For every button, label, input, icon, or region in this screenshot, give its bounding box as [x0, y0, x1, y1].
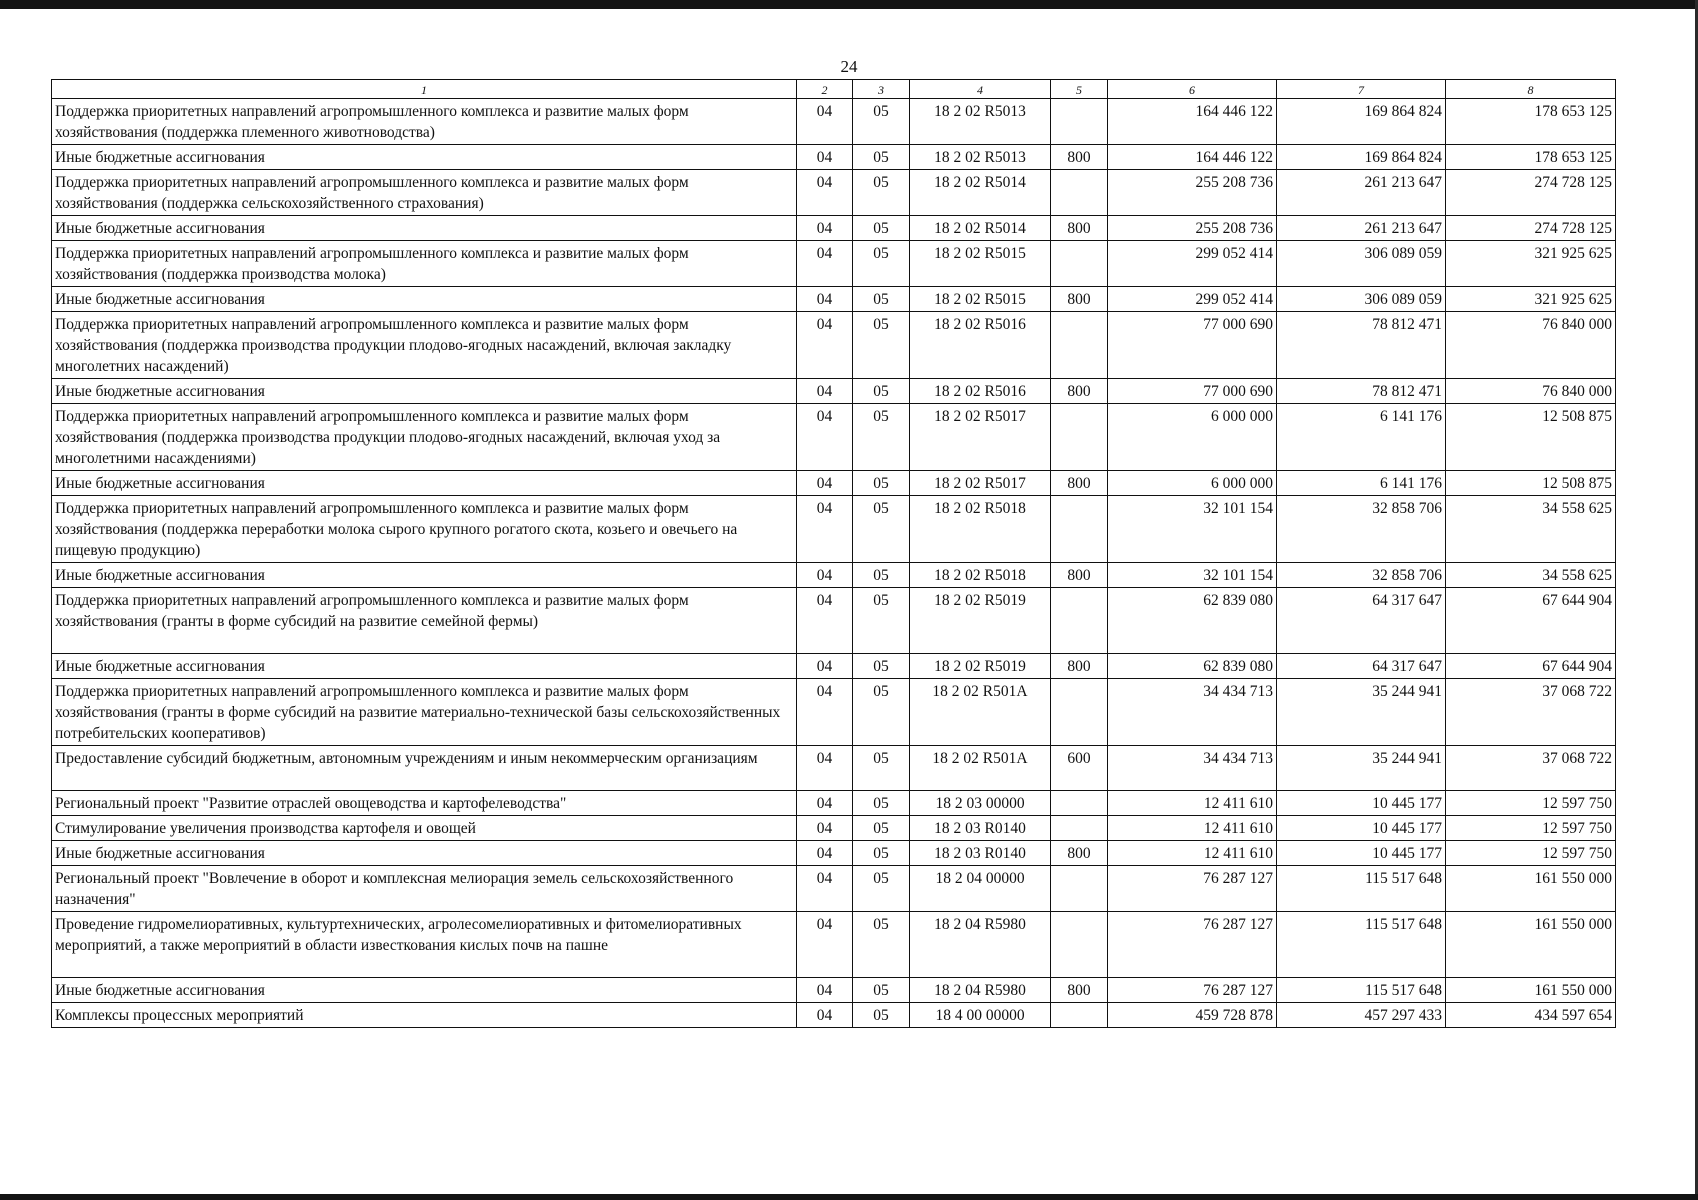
table-row — [52, 791, 1616, 816]
amount-col-6: 255 208 736 — [1108, 170, 1277, 216]
amount-col-8: 178 653 125 — [1446, 145, 1616, 170]
table-row — [52, 471, 1616, 496]
section-code: 04 — [797, 287, 853, 312]
amount-col-6: 77 000 690 — [1108, 379, 1277, 404]
subsection-code: 05 — [853, 241, 910, 287]
section-code: 04 — [797, 816, 853, 841]
amount-col-8: 67 644 904 — [1446, 654, 1616, 679]
amount-col-6: 62 839 080 — [1108, 654, 1277, 679]
amount-col-7: 10 445 177 — [1277, 816, 1446, 841]
section-code: 04 — [797, 404, 853, 471]
expense-type-code: 800 — [1051, 145, 1108, 170]
section-code: 04 — [797, 145, 853, 170]
expense-type-code — [1051, 866, 1108, 912]
row-description: Иные бюджетные ассигнования — [52, 471, 797, 496]
target-article-code: 18 2 03 00000 — [910, 791, 1051, 816]
table-row — [52, 496, 1616, 563]
section-code: 04 — [797, 679, 853, 746]
amount-col-7: 64 317 647 — [1277, 588, 1446, 654]
table-row — [52, 241, 1616, 287]
amount-col-7: 169 864 824 — [1277, 145, 1446, 170]
amount-col-8: 12 597 750 — [1446, 791, 1616, 816]
amount-col-8: 321 925 625 — [1446, 287, 1616, 312]
section-code: 04 — [797, 912, 853, 978]
table-row — [52, 170, 1616, 216]
amount-col-7: 261 213 647 — [1277, 170, 1446, 216]
subsection-code: 05 — [853, 170, 910, 216]
amount-col-7: 78 812 471 — [1277, 379, 1446, 404]
expense-type-code: 600 — [1051, 746, 1108, 791]
target-article-code: 18 2 02 R5014 — [910, 216, 1051, 241]
target-article-code: 18 2 02 R5014 — [910, 170, 1051, 216]
section-code: 04 — [797, 170, 853, 216]
amount-col-7: 115 517 648 — [1277, 978, 1446, 1003]
amount-col-7: 35 244 941 — [1277, 679, 1446, 746]
table-row — [52, 379, 1616, 404]
amount-col-8: 76 840 000 — [1446, 312, 1616, 379]
target-article-code: 18 2 02 R5015 — [910, 241, 1051, 287]
budget-table — [51, 79, 1616, 1028]
column-header: 8 — [1446, 80, 1616, 99]
amount-col-7: 6 141 176 — [1277, 471, 1446, 496]
expense-type-code — [1051, 1003, 1108, 1028]
expense-type-code: 800 — [1051, 471, 1108, 496]
expense-type-code — [1051, 679, 1108, 746]
amount-col-8: 37 068 722 — [1446, 679, 1616, 746]
section-code: 04 — [797, 588, 853, 654]
amount-col-6: 164 446 122 — [1108, 145, 1277, 170]
amount-col-6: 6 000 000 — [1108, 404, 1277, 471]
section-code: 04 — [797, 379, 853, 404]
table-row — [52, 912, 1616, 978]
expense-type-code: 800 — [1051, 978, 1108, 1003]
amount-col-7: 169 864 824 — [1277, 99, 1446, 145]
amount-col-8: 34 558 625 — [1446, 563, 1616, 588]
column-header: 2 — [797, 80, 853, 99]
amount-col-8: 274 728 125 — [1446, 216, 1616, 241]
subsection-code: 05 — [853, 1003, 910, 1028]
row-description: Поддержка приоритетных направлений агропромышленного комплекса и развитие малых форм хозяйствования (поддержка производства молока) — [52, 241, 797, 287]
column-header: 1 — [52, 80, 797, 99]
subsection-code: 05 — [853, 679, 910, 746]
amount-col-7: 6 141 176 — [1277, 404, 1446, 471]
amount-col-7: 10 445 177 — [1277, 791, 1446, 816]
amount-col-8: 12 508 875 — [1446, 404, 1616, 471]
amount-col-6: 32 101 154 — [1108, 496, 1277, 563]
amount-col-6: 12 411 610 — [1108, 841, 1277, 866]
amount-col-8: 34 558 625 — [1446, 496, 1616, 563]
section-code: 04 — [797, 978, 853, 1003]
target-article-code: 18 2 02 R5018 — [910, 496, 1051, 563]
amount-col-7: 306 089 059 — [1277, 287, 1446, 312]
row-description: Региональный проект "Вовлечение в оборот и комплексная мелиорация земель сельскохозяйственного назначения" — [52, 866, 797, 912]
table-row — [52, 866, 1616, 912]
amount-col-8: 321 925 625 — [1446, 241, 1616, 287]
row-description: Комплексы процессных мероприятий — [52, 1003, 797, 1028]
expense-type-code — [1051, 241, 1108, 287]
amount-col-6: 34 434 713 — [1108, 746, 1277, 791]
target-article-code: 18 2 02 R5019 — [910, 588, 1051, 654]
amount-col-7: 32 858 706 — [1277, 496, 1446, 563]
target-article-code: 18 2 02 R5018 — [910, 563, 1051, 588]
subsection-code: 05 — [853, 287, 910, 312]
amount-col-8: 178 653 125 — [1446, 99, 1616, 145]
section-code: 04 — [797, 471, 853, 496]
amount-col-7: 457 297 433 — [1277, 1003, 1446, 1028]
section-code: 04 — [797, 241, 853, 287]
amount-col-6: 76 287 127 — [1108, 912, 1277, 978]
subsection-code: 05 — [853, 978, 910, 1003]
target-article-code: 18 2 02 R5019 — [910, 654, 1051, 679]
target-article-code: 18 2 02 R5017 — [910, 471, 1051, 496]
table-row — [52, 588, 1616, 654]
subsection-code: 05 — [853, 654, 910, 679]
row-description: Иные бюджетные ассигнования — [52, 654, 797, 679]
target-article-code: 18 2 04 R5980 — [910, 912, 1051, 978]
column-header: 4 — [910, 80, 1051, 99]
table-row — [52, 563, 1616, 588]
subsection-code: 05 — [853, 379, 910, 404]
amount-col-8: 161 550 000 — [1446, 978, 1616, 1003]
expense-type-code: 800 — [1051, 841, 1108, 866]
scan-border-bottom — [0, 1194, 1698, 1200]
amount-col-6: 6 000 000 — [1108, 471, 1277, 496]
expense-type-code — [1051, 791, 1108, 816]
row-description: Иные бюджетные ассигнования — [52, 145, 797, 170]
expense-type-code — [1051, 588, 1108, 654]
amount-col-8: 12 597 750 — [1446, 816, 1616, 841]
amount-col-6: 12 411 610 — [1108, 816, 1277, 841]
subsection-code: 05 — [853, 471, 910, 496]
section-code: 04 — [797, 841, 853, 866]
table-body — [52, 99, 1616, 1028]
amount-col-7: 35 244 941 — [1277, 746, 1446, 791]
amount-col-8: 12 508 875 — [1446, 471, 1616, 496]
amount-col-7: 115 517 648 — [1277, 866, 1446, 912]
column-header: 7 — [1277, 80, 1446, 99]
amount-col-6: 34 434 713 — [1108, 679, 1277, 746]
amount-col-8: 37 068 722 — [1446, 746, 1616, 791]
amount-col-6: 164 446 122 — [1108, 99, 1277, 145]
subsection-code: 05 — [853, 216, 910, 241]
expense-type-code — [1051, 99, 1108, 145]
target-article-code: 18 2 02 R5013 — [910, 99, 1051, 145]
row-description: Поддержка приоритетных направлений агропромышленного комплекса и развитие малых форм хозяйствования (поддержка сельскохозяйственного страхования) — [52, 170, 797, 216]
column-header: 5 — [1051, 80, 1108, 99]
section-code: 04 — [797, 654, 853, 679]
expense-type-code — [1051, 496, 1108, 563]
row-description: Поддержка приоритетных направлений агропромышленного комплекса и развитие малых форм хозяйствования (поддержка племенного животноводства) — [52, 99, 797, 145]
amount-col-7: 64 317 647 — [1277, 654, 1446, 679]
section-code: 04 — [797, 746, 853, 791]
target-article-code: 18 2 03 R0140 — [910, 816, 1051, 841]
row-description: Поддержка приоритетных направлений агропромышленного комплекса и развитие малых форм хозяйствования (поддержка производства продукции плодово-ягодных насаждений, включая уход за многолетними насаждениями) — [52, 404, 797, 471]
target-article-code: 18 2 02 R501A — [910, 679, 1051, 746]
amount-col-6: 62 839 080 — [1108, 588, 1277, 654]
row-description: Иные бюджетные ассигнования — [52, 287, 797, 312]
row-description: Предоставление субсидий бюджетным, автономным учреждениям и иным некоммерческим организациям — [52, 746, 797, 791]
row-description: Поддержка приоритетных направлений агропромышленного комплекса и развитие малых форм хозяйствования (поддержка переработки молока сырого крупного рогатого скота, козьего и овечьего на пищевую продукцию) — [52, 496, 797, 563]
expense-type-code: 800 — [1051, 287, 1108, 312]
table-row — [52, 312, 1616, 379]
section-code: 04 — [797, 563, 853, 588]
subsection-code: 05 — [853, 563, 910, 588]
target-article-code: 18 2 02 R501A — [910, 746, 1051, 791]
table-row — [52, 978, 1616, 1003]
amount-col-6: 76 287 127 — [1108, 866, 1277, 912]
subsection-code: 05 — [853, 404, 910, 471]
subsection-code: 05 — [853, 816, 910, 841]
target-article-code: 18 2 04 00000 — [910, 866, 1051, 912]
expense-type-code — [1051, 312, 1108, 379]
subsection-code: 05 — [853, 866, 910, 912]
subsection-code: 05 — [853, 588, 910, 654]
target-article-code: 18 2 02 R5016 — [910, 379, 1051, 404]
subsection-code: 05 — [853, 312, 910, 379]
expense-type-code — [1051, 816, 1108, 841]
amount-col-8: 12 597 750 — [1446, 841, 1616, 866]
row-description: Иные бюджетные ассигнования — [52, 563, 797, 588]
amount-col-7: 115 517 648 — [1277, 912, 1446, 978]
table-row — [52, 654, 1616, 679]
table-row — [52, 816, 1616, 841]
target-article-code: 18 2 03 R0140 — [910, 841, 1051, 866]
expense-type-code: 800 — [1051, 654, 1108, 679]
target-article-code: 18 4 00 00000 — [910, 1003, 1051, 1028]
amount-col-7: 306 089 059 — [1277, 241, 1446, 287]
row-description: Проведение гидромелиоративных, культуртехнических, агролесомелиоративных и фитомелиоративных мероприятий, а также мероприятий в области известкования кислых почв на пашне — [52, 912, 797, 978]
table-row — [52, 841, 1616, 866]
row-description: Иные бюджетные ассигнования — [52, 379, 797, 404]
expense-type-code: 800 — [1051, 216, 1108, 241]
section-code: 04 — [797, 312, 853, 379]
amount-col-7: 32 858 706 — [1277, 563, 1446, 588]
subsection-code: 05 — [853, 99, 910, 145]
table-row — [52, 99, 1616, 145]
table-row — [52, 287, 1616, 312]
amount-col-6: 32 101 154 — [1108, 563, 1277, 588]
amount-col-7: 261 213 647 — [1277, 216, 1446, 241]
section-code: 04 — [797, 866, 853, 912]
subsection-code: 05 — [853, 746, 910, 791]
page-number: 24 — [840, 57, 858, 76]
amount-col-8: 67 644 904 — [1446, 588, 1616, 654]
amount-col-6: 299 052 414 — [1108, 241, 1277, 287]
row-description: Стимулирование увеличения производства картофеля и овощей — [52, 816, 797, 841]
table-row — [52, 746, 1616, 791]
amount-col-7: 10 445 177 — [1277, 841, 1446, 866]
amount-col-6: 299 052 414 — [1108, 287, 1277, 312]
column-header: 3 — [853, 80, 910, 99]
table-row — [52, 404, 1616, 471]
target-article-code: 18 2 02 R5017 — [910, 404, 1051, 471]
column-header: 6 — [1108, 80, 1277, 99]
table-row — [52, 145, 1616, 170]
row-description: Иные бюджетные ассигнования — [52, 841, 797, 866]
row-description: Поддержка приоритетных направлений агропромышленного комплекса и развитие малых форм хозяйствования (гранты в форме субсидий на развитие материально-технической базы сельскохозяйственных потребительских кооперативов) — [52, 679, 797, 746]
amount-col-8: 76 840 000 — [1446, 379, 1616, 404]
amount-col-6: 77 000 690 — [1108, 312, 1277, 379]
expense-type-code — [1051, 404, 1108, 471]
row-description: Поддержка приоритетных направлений агропромышленного комплекса и развитие малых форм хозяйствования (гранты в форме субсидий на развитие семейной фермы) — [52, 588, 797, 654]
target-article-code: 18 2 02 R5016 — [910, 312, 1051, 379]
row-description: Региональный проект "Развитие отраслей овощеводства и картофелеводства" — [52, 791, 797, 816]
amount-col-7: 78 812 471 — [1277, 312, 1446, 379]
section-code: 04 — [797, 1003, 853, 1028]
subsection-code: 05 — [853, 145, 910, 170]
amount-col-8: 274 728 125 — [1446, 170, 1616, 216]
expense-type-code: 800 — [1051, 379, 1108, 404]
amount-col-6: 255 208 736 — [1108, 216, 1277, 241]
section-code: 04 — [797, 496, 853, 563]
amount-col-6: 459 728 878 — [1108, 1003, 1277, 1028]
section-code: 04 — [797, 216, 853, 241]
row-description: Иные бюджетные ассигнования — [52, 216, 797, 241]
expense-type-code — [1051, 170, 1108, 216]
table-row — [52, 216, 1616, 241]
subsection-code: 05 — [853, 841, 910, 866]
target-article-code: 18 2 02 R5015 — [910, 287, 1051, 312]
column-number-header-row — [52, 80, 1616, 99]
section-code: 04 — [797, 791, 853, 816]
subsection-code: 05 — [853, 791, 910, 816]
row-description: Поддержка приоритетных направлений агропромышленного комплекса и развитие малых форм хозяйствования (поддержка производства продукции плодово-ягодных насаждений, включая закладку многолетних насаждений) — [52, 312, 797, 379]
subsection-code: 05 — [853, 912, 910, 978]
table-row — [52, 679, 1616, 746]
table-row — [52, 1003, 1616, 1028]
expense-type-code — [1051, 912, 1108, 978]
expense-type-code: 800 — [1051, 563, 1108, 588]
amount-col-8: 161 550 000 — [1446, 912, 1616, 978]
target-article-code: 18 2 04 R5980 — [910, 978, 1051, 1003]
amount-col-6: 12 411 610 — [1108, 791, 1277, 816]
section-code: 04 — [797, 99, 853, 145]
target-article-code: 18 2 02 R5013 — [910, 145, 1051, 170]
amount-col-8: 434 597 654 — [1446, 1003, 1616, 1028]
subsection-code: 05 — [853, 496, 910, 563]
row-description: Иные бюджетные ассигнования — [52, 978, 797, 1003]
amount-col-8: 161 550 000 — [1446, 866, 1616, 912]
amount-col-6: 76 287 127 — [1108, 978, 1277, 1003]
scan-border-top — [0, 0, 1698, 9]
